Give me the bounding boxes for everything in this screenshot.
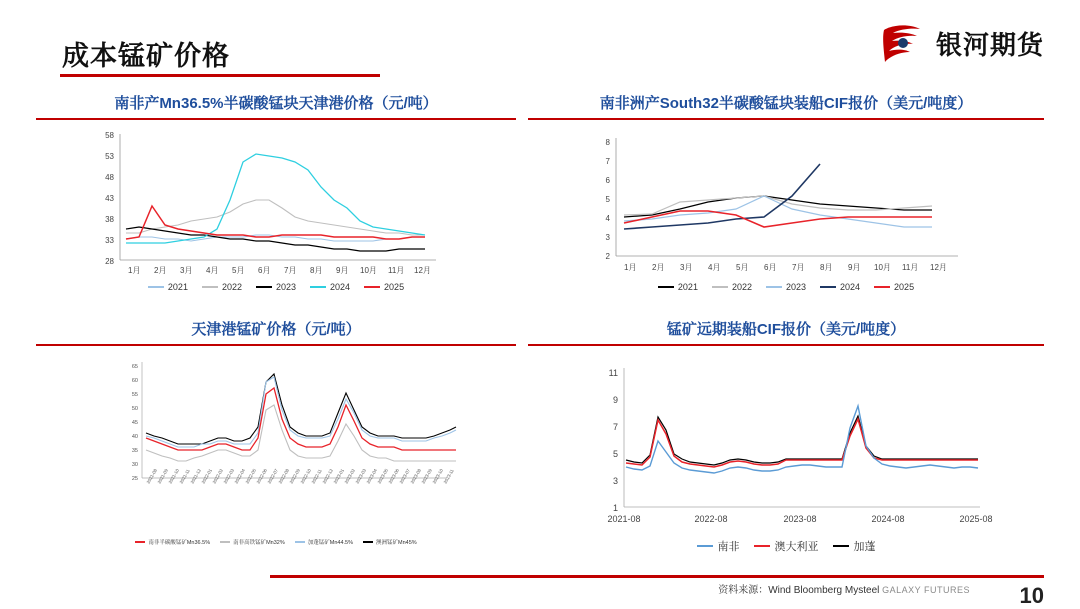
svg-text:2022-04: 2022-04 [233,468,246,485]
svg-text:3: 3 [605,233,610,242]
legend-item: 南非高铁锰矿Mn32% [220,538,285,546]
page-number: 10 [1019,583,1044,608]
svg-text:28: 28 [105,257,114,266]
svg-text:1月: 1月 [624,263,637,272]
panel-south32-cif [528,92,1044,292]
svg-text:25: 25 [131,476,138,482]
svg-text:2: 2 [605,252,610,261]
legend-item: 2024 [820,282,860,292]
svg-text:2023-07: 2023-07 [398,468,411,485]
legend-item: 2023 [766,282,806,292]
svg-text:2021-09: 2021-09 [156,468,169,485]
svg-text:48: 48 [105,173,114,182]
svg-text:2022-05: 2022-05 [244,468,257,485]
svg-text:33: 33 [105,236,114,245]
svg-text:8: 8 [605,138,610,147]
svg-text:35: 35 [131,448,138,454]
panel-title-1: 南非产Mn36.5%半碳酸锰块天津港价格（元/吨） [114,95,438,112]
svg-text:2024-08: 2024-08 [871,514,905,524]
svg-text:58: 58 [105,131,114,140]
svg-text:8月: 8月 [310,266,323,275]
svg-text:12月: 12月 [930,263,947,272]
legend-item: 2021 [658,282,698,292]
legend-item: 南非半碳酸锰矿Mn36.5% [135,538,210,546]
svg-text:2025-08: 2025-08 [959,514,993,524]
svg-text:7: 7 [612,422,618,432]
svg-text:2023-05: 2023-05 [376,468,389,485]
svg-text:40: 40 [131,434,138,440]
svg-text:5: 5 [605,195,610,204]
svg-text:2021-10: 2021-10 [167,468,180,485]
svg-text:2022-10: 2022-10 [299,468,312,485]
legend-item: 加蓬锰矿Mn44.5% [295,538,353,546]
source-note [718,581,970,596]
legend-chart3 [36,538,516,546]
svg-text:9: 9 [612,395,618,405]
svg-text:6月: 6月 [258,266,271,275]
svg-text:2023-08: 2023-08 [409,468,422,485]
panel-tianjin-port-ore [36,318,516,546]
svg-text:38: 38 [105,215,114,224]
chart-south32-cif [528,120,1044,292]
svg-text:53: 53 [105,152,114,161]
svg-text:9月: 9月 [848,263,861,272]
svg-text:2023-11: 2023-11 [442,468,455,485]
svg-text:2月: 2月 [154,266,167,275]
galaxy-futures-logo-icon [880,22,926,64]
svg-text:2021-08: 2021-08 [607,514,641,524]
svg-text:2022-02: 2022-02 [211,468,224,485]
svg-text:2022-03: 2022-03 [222,468,235,485]
svg-text:2021-11: 2021-11 [178,468,191,485]
svg-text:8月: 8月 [820,263,833,272]
svg-text:2022-12: 2022-12 [321,468,334,485]
svg-text:2022-07: 2022-07 [266,468,279,485]
svg-text:11: 11 [608,368,618,378]
legend-item: 加蓬 [833,538,876,554]
svg-text:3月: 3月 [180,266,193,275]
legend-chart1 [36,282,516,292]
svg-text:10月: 10月 [360,266,377,275]
panel-title-4: 锰矿远期装船CIF报价（美元/吨度） [666,321,906,338]
chart-tianjin-port-ore [36,346,516,546]
panel-forward-cif [528,318,1044,554]
svg-text:4: 4 [605,214,610,223]
svg-text:2023-09: 2023-09 [420,468,433,485]
svg-text:11月: 11月 [902,263,919,272]
chart-forward-cif [528,346,1044,554]
svg-text:6月: 6月 [764,263,777,272]
svg-text:2023-02: 2023-02 [343,468,356,485]
chart-tianjin-mn365 [36,120,516,292]
svg-text:2023-03: 2023-03 [354,468,367,485]
legend-item: 2025 [874,282,914,292]
svg-text:2022-06: 2022-06 [255,468,268,485]
svg-text:7: 7 [605,157,610,166]
panel-title-2: 南非洲产South32半碳酸锰块装船CIF报价（美元/吨度） [599,95,973,112]
svg-text:3: 3 [612,476,618,486]
legend-item: 2024 [310,282,350,292]
svg-text:5月: 5月 [232,266,245,275]
svg-text:2022-08: 2022-08 [694,514,728,524]
source-brand: GALAXY FUTURES [882,585,970,595]
legend-item: 南非 [697,538,740,554]
svg-text:30: 30 [131,462,138,468]
svg-text:65: 65 [131,364,138,370]
svg-text:5月: 5月 [736,263,749,272]
svg-text:10月: 10月 [874,263,891,272]
svg-text:11月: 11月 [388,266,405,275]
svg-text:55: 55 [131,392,138,398]
svg-text:2022-11: 2022-11 [310,468,323,485]
legend-chart4 [528,538,1044,554]
svg-text:5: 5 [612,449,618,459]
legend-item: 2022 [202,282,242,292]
svg-text:12月: 12月 [414,266,431,275]
svg-text:2023-08: 2023-08 [783,514,817,524]
svg-text:50: 50 [131,406,138,412]
svg-text:7月: 7月 [284,266,297,275]
svg-text:2022-09: 2022-09 [288,468,301,485]
panel-title-3: 天津港锰矿价格（元/吨） [191,321,361,338]
panel-tianjin-mn365 [36,92,516,292]
svg-text:3月: 3月 [680,263,693,272]
legend-item: 2022 [712,282,752,292]
page-title: 成本锰矿价格 [62,41,230,71]
svg-text:2023-10: 2023-10 [431,468,444,485]
legend-item: 2025 [364,282,404,292]
legend-item: 澳洲锰矿Mn45% [363,538,417,546]
legend-item: 澳大利亚 [754,538,819,554]
svg-text:9月: 9月 [336,266,349,275]
legend-item: 2023 [256,282,296,292]
svg-text:2021-08: 2021-08 [145,468,158,485]
svg-text:2月: 2月 [652,263,665,272]
brand-logo [880,22,1044,64]
svg-text:1月: 1月 [128,266,141,275]
title-underline [60,74,380,77]
svg-text:2022-01: 2022-01 [200,468,213,485]
svg-text:45: 45 [131,420,138,426]
legend-chart2 [528,282,1044,292]
svg-text:2023-04: 2023-04 [365,468,378,485]
svg-text:2021-12: 2021-12 [189,468,202,485]
svg-text:4月: 4月 [206,266,219,275]
legend-item: 2021 [148,282,188,292]
svg-text:2022-08: 2022-08 [277,468,290,485]
svg-text:43: 43 [105,194,114,203]
svg-text:7月: 7月 [792,263,805,272]
footer-rule [270,575,1044,578]
svg-text:2023-01: 2023-01 [332,468,345,485]
source-text: 资料来源：Wind Bloomberg Mysteel [718,585,880,596]
svg-text:1: 1 [612,503,618,513]
brand-name: 银河期货 [935,29,1044,60]
svg-text:4月: 4月 [708,263,721,272]
svg-text:6: 6 [605,176,610,185]
svg-text:60: 60 [131,378,138,384]
svg-text:2023-06: 2023-06 [387,468,400,485]
